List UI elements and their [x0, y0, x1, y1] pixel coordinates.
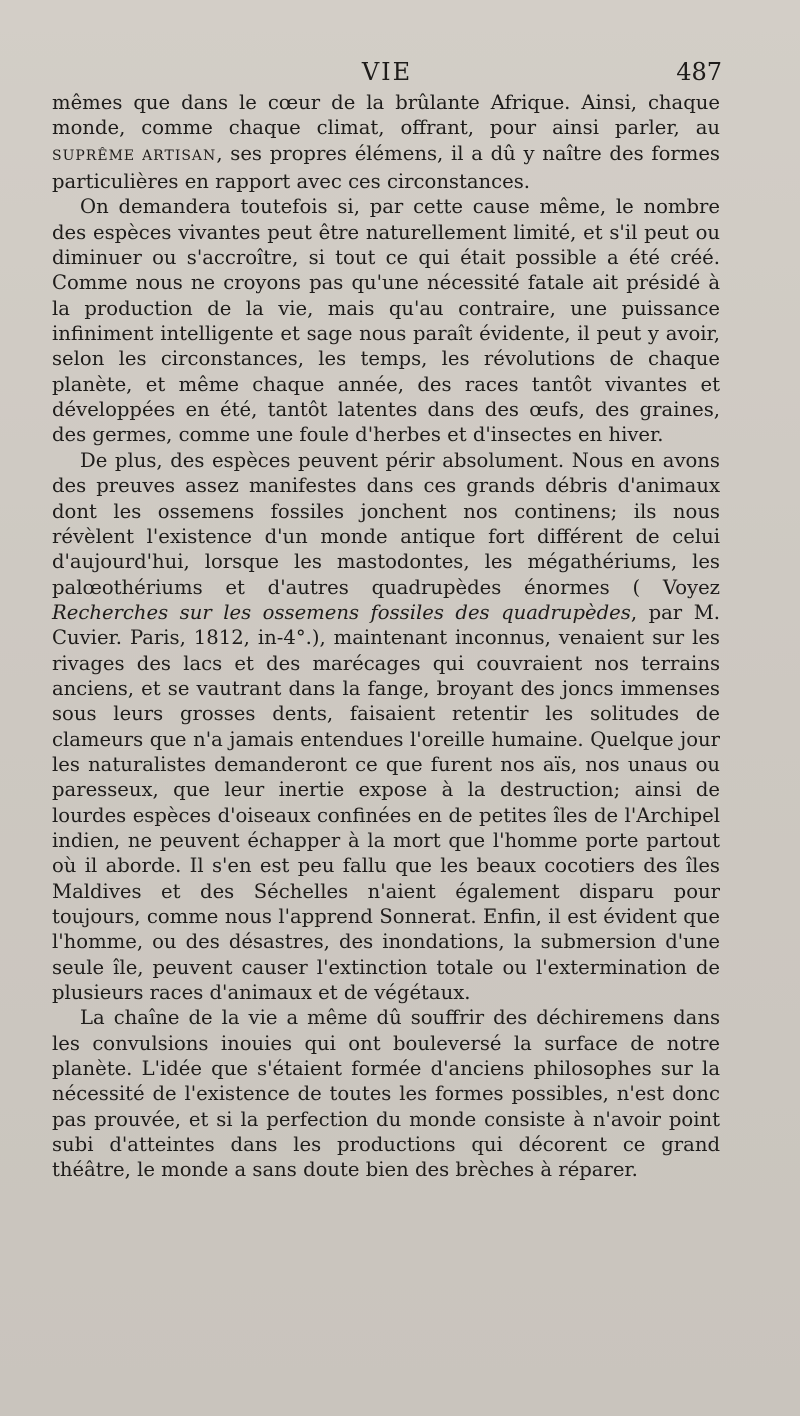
running-head — [52, 58, 722, 92]
paragraph-1 — [52, 90, 720, 194]
paragraph-2: On demandera toutefois si, par cette cause même, le nombre des espèces vivantes peut être naturellement limité, et s'il peut ou diminuer ou s'accroître, si tout ce qui était possible a été créé. Comme nous ne croyons pas qu'une nécessité fatale ait présidé à la production de la vie, mais qu'au contraire, une puissance infiniment intelligente et sage nous paraît évidente, il peut y avoir, selon les circonstances, les temps, les révolutions de chaque planète, et même chaque année, des races tantôt vivantes et développées en été, tantôt latentes dans des œufs, des graines, des germes, comme une foule d'herbes et d'insectes en hiver. — [52, 195, 720, 447]
paragraph-1-text-a: mêmes que dans le cœur de la brûlante Afrique. Ainsi, chaque monde, comme chaque climat, offrant, pour ainsi parler, au — [52, 91, 720, 140]
small-caps-term: SUPRÊME ARTISAN — [52, 147, 217, 164]
page-number: 487 — [676, 58, 722, 86]
citation-title: Recherches sur les ossemens fossiles des quadrupèdes — [52, 600, 631, 624]
paragraph-3 — [52, 448, 720, 1006]
paragraph-1-text-b: , ses propres élémens, il a dû y naître des formes particulières en rapport avec ces circonstances. — [52, 141, 720, 194]
paragraph-3-text-a: De plus, des espèces peuvent périr absolument. Nous en avons des preuves assez manifestes dans ces grands débris d'animaux dont les ossemens fossiles jonchent nos continens; ils nous révèlent l'existence d'un monde antique fort différent de celui d'aujourd'hui, lorsque les mastodontes, les mégathériums, les palœothériums et d'autres quadrupèdes énormes ( Voyez — [52, 448, 720, 599]
paragraph-4: La chaîne de la vie a même dû souffrir des déchiremens dans les convulsions inouies qui ont bouleversé la surface de notre planète. L'idée que s'étaient formée d'anciens philosophes sur la nécessité de l'existence de toutes les formes possibles, n'est donc pas prouvée, et si la perfection du monde consiste à n'avoir point subi d'atteintes dans les productions qui décorent ce grand théâtre, le monde a sans doute bien des brèches à réparer. — [52, 1006, 720, 1182]
body-text — [52, 90, 720, 1183]
running-title: VIE — [361, 58, 413, 86]
paragraph-3-text-b: , par M. Cuvier. Paris, 1812, in-4°.), maintenant inconnus, venaient sur les rivages des lacs et des marécages qui couvraient nos terrains anciens, et se vautrant dans la fange, broyant des joncs immenses sous leurs grosses dents, faisaient retentir les solitudes de clameurs que n'a jamais entendues l'oreille humaine. Quelque jour les naturalistes demanderont ce que furent nos aïs, nos unaus ou paresseux, que leur inertie expose à la destruction; ainsi de lourdes espèces d'oiseaux confinées en de petites îles de l'Archipel indien, ne peuvent échapper à la mort que l'homme porte partout où il aborde. Il s'en est peu fallu que les beaux cocotiers des îles Maldives et des Séchelles n'aient également disparu pour toujours, comme nous l'apprend Sonnerat. Enfin, il est évident que l'homme, ou des désastres, des inondations, la submersion d'une seule île, peuvent causer l'extinction totale ou l'extermination de plusieurs races d'animaux et de végétaux. — [52, 600, 720, 1005]
